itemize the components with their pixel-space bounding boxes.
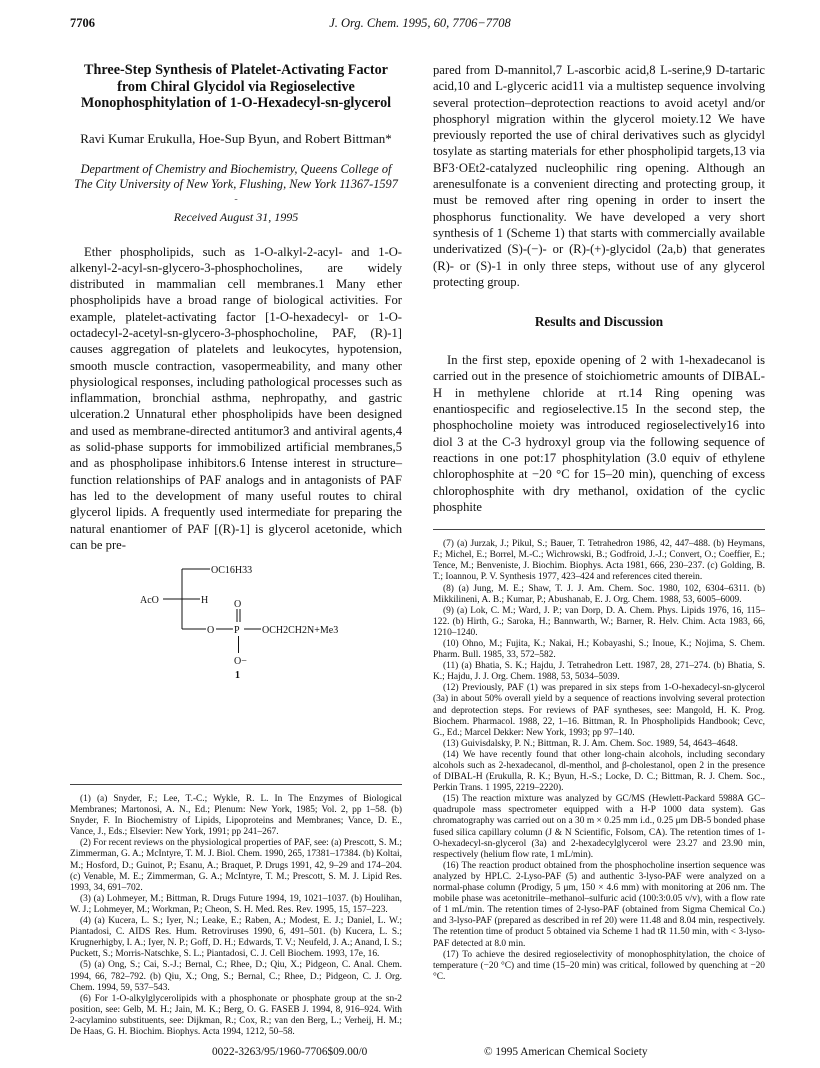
footnote: (5) (a) Ong, S.; Cai, S.-J.; Bernal, C.; Rhee, D.; Qiu, X.; Pidgeon, C. Anal. Chem. 1994, 66, 782–792. (b) Qiu, X.; Ong, S.; Bernal, C.; Rhee, D.; Pidgeon, C. J. Org. Chem. 1994, 59, 537–543. (70, 960, 402, 993)
label-p: P (234, 625, 240, 637)
left-column (70, 62, 402, 1037)
footnote: (7) (a) Jurzak, J.; Pikul, S.; Bauer, T. Tetrahedron 1986, 42, 447–488. (b) Heymans, F.; Michel, E.; Borrel, M.-C.; Wichrowski, B.; Godfroid, J.-J.; Convert, O.; Coeffier, E.; Tence, M.; Benveniste, J. Biochim. Biophys. Acta 1981, 666, 230–237. (c) Golding, B. T.; Ioannou, P. V. Synthesis 1977, 423–424 and references cited therein. (433, 539, 765, 583)
journal-citation: J. Org. Chem. 1995, 60, 7706−7708 (329, 16, 511, 30)
footnote: (15) The reaction mixture was analyzed by GC/MS (Hewlett-Packard 5988A GC–quadrupole mass spectrometer equipped with a H-P 1000 data system). Gas chromatography was carried out on a 30 m × 0.25 mm i.d., 0.25 μm DB-5 bonded phase fused silica capillary column (J & N Scientific, Folsom, CA). The retention times of 1-O-hexadecyl-sn-glycerol (3a) and 2-hexadecylglycerol were 23.27 and 23.90 min, respectively (helium flow rate, 1 mL/min). (433, 794, 765, 860)
label-aco: AcO (140, 595, 159, 607)
compound-number: 1 (235, 670, 240, 680)
section-heading: Results and Discussion (534, 314, 664, 330)
copyright: © 1995 American Chemical Society (484, 1046, 648, 1058)
footnote: (17) To achieve the desired regioselectivity of monophosphitylation, the choice of temperature (−20 °C) and time (15–20 min) was critical, followed by quenching at −20 °C. (433, 949, 765, 982)
footnote: (6) For 1-O-alkylglycerolipids with a phosphonate or phosphate group at the sn-2 position, see: Gelb, M. H.; Jain, M. K.; Berg, O. G. FASEB J. 1994, 8, 916–924. With 2-acylamino substituents, see: Dijkman, R.; Cox, R.; van den Berg, L.; Verheij, H. M.; De Haas, G. H. Biochim. Biophys. Acta 1994, 1212, 50–58. (70, 993, 402, 1037)
paf-structure-drawing (70, 561, 402, 679)
footnote: (4) (a) Kucera, L. S.; Iyer, N.; Leake, E.; Raben, A.; Modest, E. J.; Daniel, L. W.; Piantadosi, C. AIDS Res. Hum. Retroviruses 1990, 6, 491–501. (b) Kucera, L. S.; Krugnerhigby, I. A.; Iyer, N. P.; Goff, D. H.; Edwards, T. V.; Neufeld, J. A.; Anand, I. S.; Puckett, S.; Morris-Natschke, S. L.; Piantadosi, C. J. Cell Biochem. 1993, 17e, 16. (70, 916, 402, 960)
footnotes-right (433, 529, 765, 983)
right-column (433, 62, 765, 983)
paf-structure (70, 561, 402, 679)
article-title: Three-Step Synthesis of Platelet-Activating Factor from Chiral Glycidol via Regioselective Monophosphitylation of 1-O-Hexadecyl-sn-glycerol (80, 62, 392, 111)
label-choline: OCH2CH2N+Me3 (262, 625, 339, 637)
label-o-minus: O− (234, 656, 247, 668)
footnote: (13) Guivisdalsky, P. N.; Bittman, R. J. Am. Chem. Soc. 1989, 54, 4643–4648. (443, 738, 738, 749)
separator-dash: - (234, 193, 238, 205)
label-o-link: O (207, 625, 215, 637)
continued-paragraph: pared from D-mannitol,7 L-ascorbic acid,8 L-serine,9 D-tartaric acid,10 and L-glyceric acid11 via a multistep sequence involving several protection–deprotection reactions to avoid acetyl and/or phosphoryl migration within the glycerol moiety.12 We have previously reported the use of chiral derivatives such as glycidyl tosylate as starting materials for ether phospholipid targets,13 via BF3·OEt2-catalyzed nucleophilic ring opening. Although an arenesulfonate is a convenient directing and protecting group, it must be removed after ring opening in order to insert the phosphorus functionality. We have developed a very short synthesis of 1 (Scheme 1) that starts with commercially available underivatized (S)-(−)- or (R)-(+)-glycidol (2a,b) that generates (R)- or (S)-1 in only three steps, without use of any glycerol protecting group. (433, 63, 765, 289)
label-top-chain: OC16H33 (211, 565, 253, 577)
label-o-upper: O (234, 599, 242, 611)
intro-paragraph: Ether phospholipids, such as 1-O-alkyl-2-acyl- and 1-O-alkenyl-2-acyl-sn-glycero-3-phosphocholines, are widely distributed in mammalian cell membranes.1 Many ether phospholipids have a broad range of biological activities. For example, platelet-activating factor [1-O-hexadecyl- or 1-O-octadecyl-2-acetyl-sn-glycero-3-phosphocholine, PAF, (R)-1] causes aggregation of platelets and leukocytes, hypotension, smooth muscle contraction, vasopermeability, and many other physiological responses, including pathological processes such as inflammation, bronchial asthma, nephropathy, and gastric ulceration.2 Unnatural ether phospholipids have been designed and used as membrane-directed antitumor3 and antiviral agents,4 as solid-phase supports for immobilized artificial membranes,5 and as phospholipase inhibitors.6 Intense interest in structure–function relationships of PAF analogs and in antagonists of PAF has led to the development of many useful routes to chiral glycerol lipids. A frequently used intermediate for preparing the natural enantiomer of PAF [(R)-1] is glycerol acetonide, which can be pre- (70, 244, 402, 552)
footnote: (9) (a) Lok, C. M.; Ward, J. P.; van Dorp, D. A. Chem. Phys. Lipids 1976, 16, 115–122. (b) Hirth, G.; Saroka, H.; Bannwarth, W.; Barner, R. Helv. Chim. Acta 1983, 66, 1210–1240. (433, 605, 765, 638)
footnote: (12) Previously, PAF (1) was prepared in six steps from 1-O-hexadecyl-sn-glycerol (3a) in about 50% overall yield by a sequence of reactions involving several protection and deprotection steps. For reviews of PAF syntheses, see: Mangold, H. K. Prog. Biochem. Pharmacol. 1988, 22, 1–16. Bittman, R. In Phospholipids Handbook; Cevc, G., Ed.; Marcel Dekker: New York, 1993; pp 97–140. (433, 683, 765, 738)
page-number: 7706 (70, 16, 95, 30)
footnote: (1) (a) Snyder, F.; Lee, T.-C.; Wykle, R. L. In The Enzymes of Biological Membranes; Martonosi, A. N., Ed.; Plenum: New York, 1985; Vol. 2, pp 1–58. (b) Snyder, F. In Biochemistry of Lipids, Lipoproteins and Membranes; Vance, D. E., Vance, J., Eds.; Elsevier: New York, 1991; pp 241–267. (70, 794, 402, 838)
author-list: Ravi Kumar Erukulla, Hoe-Sup Byun, and Robert Bittman* (80, 130, 392, 146)
footnote: (8) (a) Jung, M. E.; Shaw, T. J. J. Am. Chem. Soc. 1980, 102, 6304–6311. (b) Mikkilineni, A. B.; Kumar, P.; Abushanab, E. J. Org. Chem. 1988, 53, 6005–6009. (433, 583, 765, 605)
footnote: (11) (a) Bhatia, S. K.; Hajdu, J. Tetrahedron Lett. 1987, 28, 271–274. (b) Bhatia, S. K.; Hajdu, J. J. Org. Chem. 1988, 53, 5034–5039. (433, 661, 765, 683)
results-paragraph: In the first step, epoxide opening of 2 with 1-hexadecanol is carried out in the presence of stoichiometric amounts of DIBAL-H in methylene chloride at rt.14 Ring opening was enantiospecific and regioselective.15 In the second step, the phosphocholine moiety was introduced regioselectively16 into diol 3 at the C-3 hydroxyl group via the following sequence of reactions in one pot:17 phosphitylation (3.0 equiv of ethylene chlorophosphite at −20 °C for 15–20 min), quenching of excess chlorophosphite with dry methanol, oxidation of the cyclic phosphite (433, 353, 765, 514)
running-header (70, 16, 770, 32)
footnote: (14) We have recently found that other long-chain alcohols, including secondary alcohols such as 2-hexadecanol, dl-menthol, and β-cholestanol, open 2 in the presence of DIBAL-H (Erukulla, R. K.; Byun, H.-S.; Locke, D. C.; Bittman, R. J. Chem. Soc., Perkin Trans. 1 1995, 2219–2220). (433, 749, 765, 794)
page-footer (70, 1046, 770, 1060)
footnote: (2) For recent reviews on the physiological properties of PAF, see: (a) Prescott, S. M.; Zimmerman, G. A.; McIntyre, T. M. J. Biol. Chem. 1990, 265, 17381–17384. (b) Koltai, M.; Hosford, D.; Guinot, P.; Esanu, A.; Braquet, P. Drugs 1991, 42, 9–29 and 174–204. (c) Venable, M. E.; Zimmerman, G. A.; McIntyre, T. M.; Prescott, S. M. J. Lipid Res. 1993, 34, 691–702. (70, 838, 402, 893)
footnote: (3) (a) Lohmeyer, M.; Bittman, R. Drugs Future 1994, 19, 1021–1037. (b) Houlihan, W. J.; Lohmeyer, M.; Workman, P.; Cheon, S. H. Med. Res. Rev. 1995, 15, 157–223. (70, 893, 402, 915)
footnote: (10) Ohno, M.; Fujita, K.; Nakai, H.; Kobayashi, S.; Inoue, K.; Nojima, S. Chem. Pharm. Bull. 1985, 33, 572–582. (433, 638, 765, 661)
footnotes-left (70, 784, 402, 1038)
article-code: 0022-3263/95/1960-7706$09.00/0 (212, 1046, 368, 1058)
label-h: H (201, 595, 209, 607)
affiliation: Department of Chemistry and Biochemistry, Queens College of The City University of New York, Flushing, New York 11367-1597 (74, 161, 398, 191)
footnote: (16) The reaction product obtained from the phosphocholine insertion sequence was analyzed by HPLC. 2-Lyso-PAF (5) and authentic 3-lyso-PAF were analyzed on a normal-phase column (Prodigy, 5 μm, 150 × 4.6 mm) with monitoring at 206 nm. The mobile phase was acetonitrile–methanol–sulfuric acid (100:3:0.05 v/v), with a flow rate of 1 mL/min. The retention times of 2-lyso-PAF (obtained from Sigma Chemical Co.) and 3-lyso-PAF (prepared as described in ref 20) were 11.48 and 8.04 min, respectively. The retention time of product 5 obtained via Scheme 1 had tR 11.50 min, with < 3-lyso-PAF detected at 8.0 min. (433, 860, 765, 949)
received-date: Received August 31, 1995 (173, 209, 299, 224)
